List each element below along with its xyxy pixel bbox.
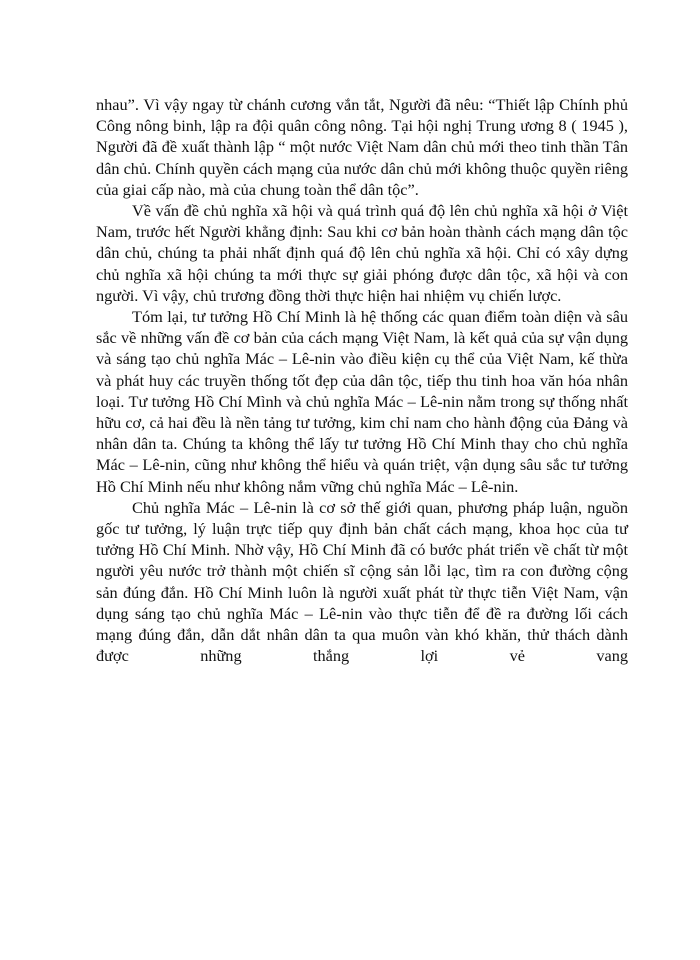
paragraph-continuation: nhau”. Vì vậy ngay từ chánh cương vắn tắt, Người đã nêu: “Thiết lập Chính phủ Công nông binh, lập ra đội quân công nông. Tại hội nghị Trung ương 8 ( 1945 ), Người đã đề xuất thành lập “ một nước Việt Nam dân chủ mới theo tinh thần Tân dân chủ. Chính quyền cách mạng của nước dân chủ mới không thuộc quyền riêng của giai cấp nào, mà của chung toàn thể dân tộc”. [96,95,628,199]
paragraph-marxism-leninism: Chủ nghĩa Mác – Lê-nin là cơ sở thế giới quan, phương pháp luận, nguồn gốc tư tưởng, lý luận trực tiếp quy định bản chất cách mạng, khoa học của tư tưởng Hồ Chí Minh. Nhờ vậy, Hồ Chí Minh đã có bước phát triển về chất từ một người yêu nước trở thành một chiến sĩ cộng sản lỗi lạc, tìm ra con đường cộng sản đúng đắn. Hồ Chí Minh luôn là người xuất phát từ thực tiễn Việt Nam, vận dụng sáng tạo chủ nghĩa Mác – Lê-nin vào thực tiễn để đề ra đường lối cách mạng đúng đắn, dẫn dắt nhân dân ta qua muôn vàn khó khăn, thử thách dành được những thắng lợi vẻ vang [96,497,628,666]
paragraph-socialism: Về vấn đề chủ nghĩa xã hội và quá trình quá độ lên chủ nghĩa xã hội ở Việt Nam, trước hết Người khẳng định: Sau khi cơ bản hoàn thành cách mạng dân tộc dân chủ, chúng ta phải nhất định quá độ lên chủ nghĩa xã hội. Chỉ có xây dựng chủ nghĩa xã hội chúng ta mới thực sự giải phóng được dân tộc, xã hội và con người. Vì vậy, chủ trương đồng thời thực hiện hai nhiệm vụ chiến lược. [96,201,628,305]
paragraph-summary: Tóm lại, tư tưởng Hồ Chí Minh là hệ thống các quan điểm toàn diện và sâu sắc về những vấn đề cơ bản của cách mạng Việt Nam, là kết quả của sự vận dụng và sáng tạo chủ nghĩa Mác – Lê-nin vào điều kiện cụ thể của Việt Nam, kế thừa và phát huy các truyền thống tốt đẹp của dân tộc, tiếp thu tinh hoa văn hóa nhân loại. Tư tưởng Hồ Chí Mình và chủ nghĩa Mác – Lê-nin nằm trong sự thống nhất hữu cơ, cả hai đều là nền tảng tư tưởng, kim chỉ nam cho hành động của Đảng và nhân dân ta. Chúng ta không thể lấy tư tưởng Hồ Chí Minh thay cho chủ nghĩa Mác – Lê-nin, cũng như không thể hiểu và quán triệt, vận dụng sâu sắc tư tưởng Hồ Chí Minh nếu như không nắm vững chủ nghĩa Mác – Lê-nin. [96,307,628,496]
document-body [96,94,628,666]
